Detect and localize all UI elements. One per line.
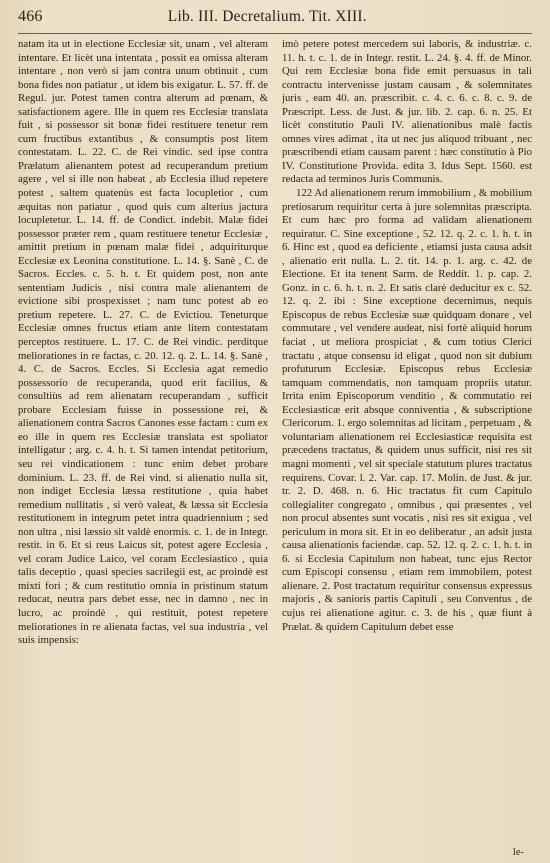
right-paragraph-1: imò petere potest mercedem sui laboris, & industriæ. c. 11. h. t. c. 1. de in Integr. restit. L. 24. §. 4. ff. de Minor. Qui rem Ecclesiæ bona fide emit persuasus in tali contractu intervenisse justam causam , & solemnitates juris , eam 40. an. præscribit. c. 4. c. 6. c. 8. c. 9. de Præscript. Less. de Just. & jur. lib. 2. cap. 6. n. 25. Et licèt constitutio Pauli IV. alienationibus malè factis omnes vires adimat , ita ut nec jus aliquod tribuant , nec præscribendi etiam causam parent : hæc constitutio à Pio IV. Constitutione Provida. edita 3. Idus Sept. 1560. est redacta ad terminos Juris Communis. [282,38,532,186]
left-column [18,38,268,857]
header-rule [18,33,532,34]
right-paragraph-2: 122 Ad alienationem rerum immobilium , & mobilium pretiosarum requiritur certa à jure solemnitas præscripta. Et cum hæc pro forma ad validam alienationem requiratur. C. Sine exceptione , 52. 12. q. 2. c. 1. h. t. in 6. Hinc est , quod ea deficiente , etiamsi justa causa adsit , alienatio erit nulla. L. 2. tit. 14. p. 1. arg. c. 42. de Electione. Et ita tenent Sarm. de Reddit. 1. p. cap. 2. Gonz. in c. 6. h. t. n. 2. Et satis clarè deducitur ex c. 52. 12. q. 2. ibi : Sine exceptione decernimus, nequis Episcopus de rebus Ecclesiæ suæ quidquam donare , vel commutare , vel vendere audeat, nisi fortè aliquid horum faciat , ut meliora prospiciat , & cum totius Clerici tractatu , atque consensu id eligat , quod non sit dubium profuturum Ecclesiæ. Episcopus rebus Ecclesiæ tamquam commendatis, non tamquam propriis utatur. Irrita enim Episcoporum venditio , & commutatio rei Ecclesiasticæ erit absque conniventia , & subscriptione Clericorum. 1. ergo solemnitas ad licitam , perpetuam , & voluntariam alienationem rei Ecclesiasticæ requisita est præcedens tractatus, & quidem unus sufficit, nisi res sit magni momenti , vel sit speciale statutum plures tractatus requirens. Covar. l. 2. Var. cap. 17. Molin. de Just. & jur. tr. 2. D. 468. n. 6. Hic tractatus fit cum Capitulo collegialiter congregato , omnibus , qui præsentes , vel non procul absentes sunt vocatis , nisi res sit exigua , vel periculum in mora sit. Et in eo deliberatur , an adsit justa causa alienationis faciendæ. cap. 52. 12. q. 2. c. 1. h. t. in 6. si Ecclesia Capitulum non habeat, tunc ejus Rector cum Episcopi consensu , etiam rem immobilem, potest alienare. 2. Post tractatum requiritur consensus expressus majoris , & sanioris partis Capituli , seu Conventus , de cujus rei alienatione agitur. c. 3. de his , quæ fiunt à Prælat. & quidem Capitulum debet esse [282,187,532,633]
running-title: Lib. III. Decretalium. Tit. XIII. [167,8,367,25]
text-columns [18,38,532,857]
catchword: le- [512,847,524,858]
page-header [18,8,532,30]
page-number: 466 [18,8,43,25]
right-column [282,38,532,857]
left-paragraph-1: natam ita ut in electione Ecclesiæ sit, unam , vel alteram intentare. Et licèt una intentata , possit ea omissa alteram intentare , non verò si jam contra unum obtinuit , cum bona fides non patiatur , ut idem bis exigatur. L. 57. ff. de Regul. jur. Potest tamen contra alterum ad pœnam, & satisfactionem agere. Ille in quem res Ecclesiæ translata fuit , si possessor sit bonæ fidei restituere tenetur rem cum fructibus extantibus , & consumptis post litem contestatam. L. 22. C. de Rei vindic. sed ipse contra Prælatum alienantem potest ad recuperandum pretium agere , vel si ille non habeat , ab Ecclesia illud repetere potest , saltem quatenùs est facta locupletior , cum æquitas non patiatur , quod quis cum alterius jactura locupletetur. L. 14. ff. de Condict. indebit. Malæ fidei possessor præter rem , quam restituere tenetur Ecclesiæ , amittit pretium in pœnam malæ fidei , adquiriturque Ecclesiæ ex Leonina constitutione. L. 14. §. Sanè , C. de Sacros. Eccles. c. 5. h. t. Et quidem post, non ante sententiam Judicis , nisi contra male alienantem de evictione sibi prospexisset ; nam tunc potest ab eo pretium repetere. L. 27. C. de Evictiou. Teneturque Ecclesiæ omnes fructus etiam ante litem contestatam perceptos restituere. L. 17. C. de Rei vindic. perditque meliorationes in re factas, c. 20. 12. q. 2. L. 14. §. Sanè , 4. C. de Sacros. Eccles. Si Ecclesia agat remedio possessorio de recuperanda, quod erit facilius, & consultiùs ad rem alienatam recuperandam , sufficit probare Ecclesiam fuisse in possessione rei, & alienationem contra Sacros Canones esse factam : cum ex eo ille in quem res Ecclesiæ translata est spoliator intelligatur ; arg. c. 4. h. t. Si tamen intendat petitorium, seu rei vindicationem : tunc enim debet probare dominium. L. 23. ff. de Rei vind. si alienatio nulla sit, non indiget Ecclesia læssa restitutione , quia habet remedium nullitatis , si verò valeat, & læssa sit Ecclesia restitutionem in integrum petet intra quadriennium ; sed non ultra , nisi læssio sit valdè enormis. c. 1. de in Integr. restit. in 6. Et si reus Laicus sit, potest agere Ecclesia , vel coram Judice Laico, vel coram Ecclesiastico , quia talis deceptio , quasi species sacrilegii est, ac proindè est mixti fori ; & cum restitutio omnia in pristinum statum reducat, neutra pars debet esse, nec in damno , nec in lucro, ac proindè , qui restituit, potest repetere meliorationes in re alienata factas, vel sua industria , vel suis impensis: [18,38,268,647]
